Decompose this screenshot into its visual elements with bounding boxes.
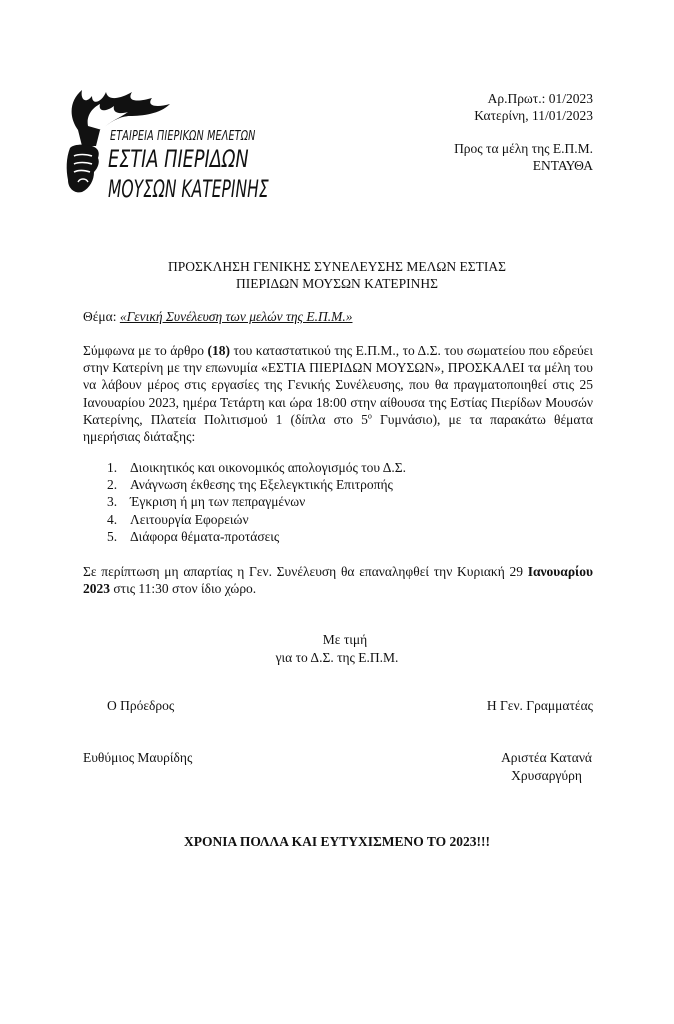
list-item-text: Έγκριση ή μη των πεπραγμένων: [130, 494, 306, 510]
list-item-text: Διοικητικός και οικονομικός απολογισμός του Δ.Σ.: [130, 460, 406, 475]
list-item: [107, 511, 406, 528]
list-item: [107, 528, 406, 545]
logo-text-line-1: ΕΤΑΙΡΕΙΑ ΠΙΕΡΙΚΩΝ ΜΕΛΕΤΩΝ: [110, 129, 256, 144]
title-line-1: ΠΡΟΣΚΛΗΣΗ ΓΕΝΙΚΗΣ ΣΥΝΕΛΕΥΣΗΣ ΜΕΛΩΝ ΕΣΤΙΑΣ: [167, 259, 507, 274]
adjourn-text-1: Σε περίπτωση μη απαρτίας η Γεν. Συνέλευση θα επαναληφθεί την Κυριακή 29: [83, 564, 528, 579]
list-item-number: 3.: [107, 494, 118, 510]
list-item-number: 4.: [107, 511, 118, 527]
list-item-text: Διάφορα θέματα-προτάσεις: [130, 528, 280, 544]
protocol-number: Αρ.Πρωτ.: 01/2023: [487, 91, 593, 106]
protocol-block: [474, 90, 593, 124]
adjourn-date: Ιανουαρίου 2023: [83, 564, 593, 597]
list-item: [107, 493, 406, 510]
body-text-3: Γυμνάσιο), με τα παρακάτω θέματα ημερήσιας διάταξης:: [83, 411, 593, 445]
secretary-name-line-1: Αριστέα Κατανά: [501, 750, 592, 765]
list-item-number: 1.: [107, 460, 118, 475]
president-name: Ευθύμιος Μαυρίδης: [83, 750, 193, 765]
list-item-text: Ανάγνωση έκθεσης της Εξελεγκτικής Επιτροπής: [130, 477, 393, 493]
place-date: Κατερίνη, 11/01/2023: [474, 108, 593, 123]
title-line-2: ΠΙΕΡΙΔΩΝ ΜΟΥΣΩΝ ΚΑΤΕΡΙΝΗΣ: [235, 276, 439, 291]
adjournment-paragraph: [83, 563, 593, 597]
footer-greeting: ΧΡΟΝΙΑ ΠΟΛΛΑ ΚΑΙ ΕΥΤΥΧΙΣΜΕΝΟ ΤΟ 2023!!!: [183, 834, 491, 849]
article-number: (18): [207, 343, 230, 358]
body-text-1: Σύμφωνα με το άρθρο: [83, 343, 208, 358]
secretary-name-line-2: Χρυσαργύρη: [511, 767, 582, 783]
body-paragraph: [83, 342, 593, 445]
list-item-text: Λειτουργία Εφορειών: [130, 511, 249, 527]
list-item: [107, 459, 406, 476]
subject-text: «Γενική Συνέλευση των μελών της Ε.Π.Μ.»: [119, 309, 353, 324]
closing-line-2: για το Δ.Σ. της Ε.Π.Μ.: [275, 650, 399, 665]
subject-line: [83, 309, 352, 325]
document-title: [0, 258, 674, 292]
secretary-name: [501, 749, 592, 784]
recipient-location: ΕΝΤΑΥΘΑ: [532, 158, 593, 173]
logo-text-line-2: ΕΣΤΙΑ ΠΙΕΡΙΔΩΝ: [108, 145, 249, 173]
list-item-number: 2.: [107, 477, 118, 493]
ordinal-superscript: ο: [367, 411, 372, 421]
list-item: [107, 476, 406, 493]
list-item-number: 5.: [107, 528, 118, 544]
agenda-list: [107, 459, 406, 545]
president-title: Ο Πρόεδρος: [107, 698, 175, 713]
recipient-block: [454, 140, 593, 174]
recipient: Προς τα μέλη της Ε.Π.Μ.: [454, 141, 593, 156]
closing-line-1: Με τιμή: [322, 632, 368, 647]
organization-logo: [62, 86, 312, 206]
logo-text-line-3: ΜΟΥΣΩΝ ΚΑΤΕΡΙΝΗΣ: [108, 175, 269, 203]
adjourn-text-2: στις 11:30 στον ίδιο χώρο.: [110, 581, 257, 597]
secretary-title: Η Γεν. Γραμματέας: [486, 698, 593, 713]
subject-label: Θέμα:: [83, 309, 120, 324]
closing-block: [0, 631, 674, 667]
body-text-2: του καταστατικού της Ε.Π.Μ., το Δ.Σ. του σωματείου που εδρεύει στην Κατερίνη με την επωνυμία «ΕΣΤΙΑ ΠΙΕΡΙΔΩΝ ΜΟΥΣΩΝ», ΠΡΟΣΚΑΛΕΙ τα μέλη του να λάβουν μέρος στις εργασίες της Γενικής Συνέλευσης, που θα πραγματοποιηθεί στις 25 Ιανουαρίου 2023, ημέρα Τετάρτη και ώρα 18:00 στην αίθουσα της Εστίας Πιερίδων Μουσών Κατερίνης, Πλατεία Πολιτισμού 1 (δίπλα στο 5: [83, 343, 593, 427]
